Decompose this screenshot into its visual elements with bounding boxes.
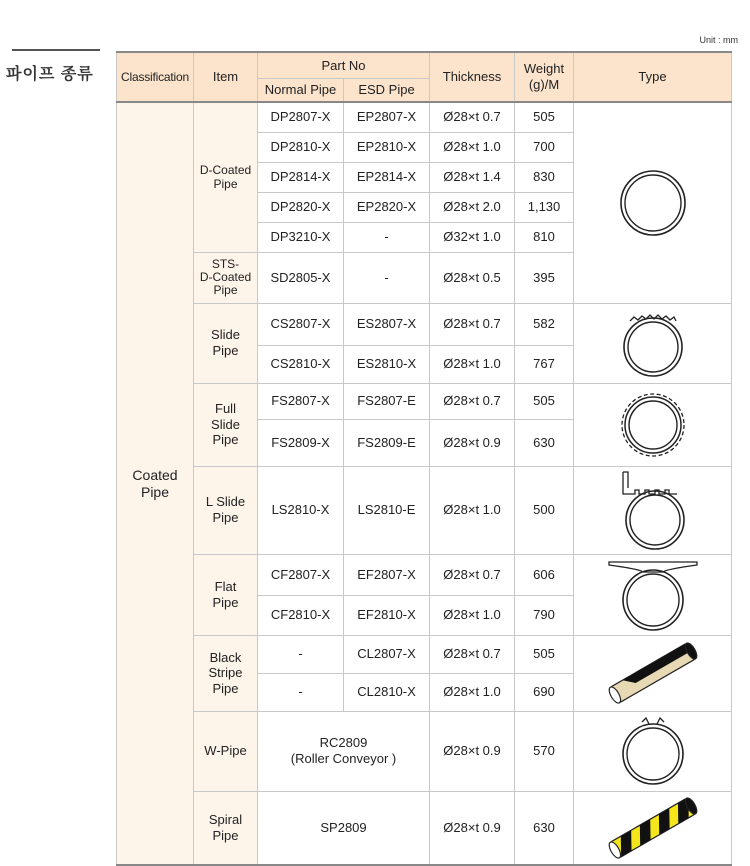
esd-part: EP2820-X: [344, 192, 430, 222]
header-part-no: Part No: [258, 52, 430, 79]
normal-part: -: [258, 673, 344, 711]
weight-cell: 767: [515, 345, 574, 383]
normal-part: LS2810-X: [258, 466, 344, 554]
weight-cell: 810: [515, 222, 574, 252]
l-slide-pipe-icon: [615, 468, 691, 552]
item-spiral: Spiral Pipe: [194, 791, 258, 865]
type-slide: [574, 303, 732, 383]
header-weight: Weight (g)/M: [515, 52, 574, 102]
table-row: [117, 383, 732, 419]
normal-part: CS2810-X: [258, 345, 344, 383]
esd-part: EF2810-X: [344, 595, 430, 635]
table-row: [117, 303, 732, 345]
normal-part: SD2805-X: [258, 252, 344, 303]
item-slide: Slide Pipe: [194, 303, 258, 383]
thickness-cell: Ø28×t 0.7: [430, 102, 515, 132]
weight-cell: 505: [515, 635, 574, 673]
weight-cell: 630: [515, 419, 574, 466]
normal-part: CF2810-X: [258, 595, 344, 635]
weight-cell: 700: [515, 132, 574, 162]
esd-part: EP2807-X: [344, 102, 430, 132]
item-d-coated: D-Coated Pipe: [194, 102, 258, 252]
normal-part: CF2807-X: [258, 554, 344, 595]
normal-part: CS2807-X: [258, 303, 344, 345]
weight-cell: 630: [515, 791, 574, 865]
thickness-cell: Ø28×t 0.7: [430, 554, 515, 595]
black-stripe-pipe-icon: [603, 638, 703, 708]
thickness-cell: Ø28×t 1.0: [430, 595, 515, 635]
item-l-slide: L Slide Pipe: [194, 466, 258, 554]
weight-cell: 1,130: [515, 192, 574, 222]
table-row: [117, 466, 732, 554]
spiral-pipe-icon: [603, 793, 703, 863]
weight-cell: 570: [515, 711, 574, 791]
esd-part: CL2807-X: [344, 635, 430, 673]
table-row: [117, 711, 732, 791]
normal-part: DP3210-X: [258, 222, 344, 252]
thickness-cell: Ø28×t 0.9: [430, 419, 515, 466]
esd-part: LS2810-E: [344, 466, 430, 554]
thickness-cell: Ø28×t 0.5: [430, 252, 515, 303]
weight-cell: 582: [515, 303, 574, 345]
thickness-cell: Ø28×t 0.7: [430, 635, 515, 673]
header-normal-pipe: Normal Pipe: [258, 79, 344, 103]
type-w-pipe: [574, 711, 732, 791]
thickness-cell: Ø28×t 0.7: [430, 383, 515, 419]
esd-part: CL2810-X: [344, 673, 430, 711]
thickness-cell: Ø28×t 0.9: [430, 711, 515, 791]
type-l-slide: [574, 466, 732, 554]
table-row: [117, 635, 732, 673]
thickness-cell: Ø28×t 2.0: [430, 192, 515, 222]
thickness-cell: Ø28×t 1.4: [430, 162, 515, 192]
header-esd-pipe: ESD Pipe: [344, 79, 430, 103]
thickness-cell: Ø28×t 1.0: [430, 132, 515, 162]
type-full-slide: [574, 383, 732, 466]
esd-part: ES2807-X: [344, 303, 430, 345]
normal-part: DP2810-X: [258, 132, 344, 162]
weight-cell: 690: [515, 673, 574, 711]
weight-cell: 395: [515, 252, 574, 303]
weight-cell: 505: [515, 102, 574, 132]
item-sts-d-coated: STS- D-Coated Pipe: [194, 252, 258, 303]
item-full-slide: Full Slide Pipe: [194, 383, 258, 466]
item-w-pipe: W-Pipe: [194, 711, 258, 791]
normal-part: DP2814-X: [258, 162, 344, 192]
table-row: [117, 791, 732, 865]
part-sp2809: SP2809: [258, 791, 430, 865]
normal-part: -: [258, 635, 344, 673]
pipe-spec-table: [116, 51, 732, 866]
header-classification: Classification: [117, 52, 194, 102]
weight-cell: 790: [515, 595, 574, 635]
w-pipe-icon: [618, 714, 688, 788]
type-spiral: [574, 791, 732, 865]
full-slide-pipe-icon: [617, 389, 689, 461]
d-coated-ring-icon: [618, 168, 688, 238]
weight-cell: 830: [515, 162, 574, 192]
header-type: Type: [574, 52, 732, 102]
normal-part: DP2807-X: [258, 102, 344, 132]
weight-cell: 505: [515, 383, 574, 419]
page-title: 파이프 종류: [6, 66, 94, 83]
normal-part: DP2820-X: [258, 192, 344, 222]
thickness-cell: Ø28×t 1.0: [430, 345, 515, 383]
table-row: [117, 554, 732, 595]
title-rule: [12, 49, 100, 51]
classification-cell: Coated Pipe: [117, 102, 194, 865]
esd-part: EP2810-X: [344, 132, 430, 162]
unit-label: Unit : mm: [699, 35, 738, 45]
table-row: [117, 102, 732, 132]
weight-cell: 606: [515, 554, 574, 595]
thickness-cell: Ø28×t 1.0: [430, 466, 515, 554]
item-flat: Flat Pipe: [194, 554, 258, 635]
esd-part: -: [344, 222, 430, 252]
type-flat: [574, 554, 732, 635]
header-thickness: Thickness: [430, 52, 515, 102]
esd-part: -: [344, 252, 430, 303]
type-d-coated: [574, 102, 732, 303]
normal-part: FS2809-X: [258, 419, 344, 466]
esd-part: FS2809-E: [344, 419, 430, 466]
header-item: Item: [194, 52, 258, 102]
weight-cell: 500: [515, 466, 574, 554]
slide-pipe-icon: [618, 307, 688, 379]
esd-part: EP2814-X: [344, 162, 430, 192]
esd-part: FS2807-E: [344, 383, 430, 419]
part-rc2809: RC2809 (Roller Conveyor ): [258, 711, 430, 791]
thickness-cell: Ø28×t 0.9: [430, 791, 515, 865]
normal-part: FS2807-X: [258, 383, 344, 419]
thickness-cell: Ø28×t 1.0: [430, 673, 515, 711]
esd-part: EF2807-X: [344, 554, 430, 595]
type-black-stripe: [574, 635, 732, 711]
thickness-cell: Ø28×t 0.7: [430, 303, 515, 345]
esd-part: ES2810-X: [344, 345, 430, 383]
thickness-cell: Ø32×t 1.0: [430, 222, 515, 252]
item-black-stripe: Black Stripe Pipe: [194, 635, 258, 711]
flat-pipe-icon: [605, 556, 701, 634]
